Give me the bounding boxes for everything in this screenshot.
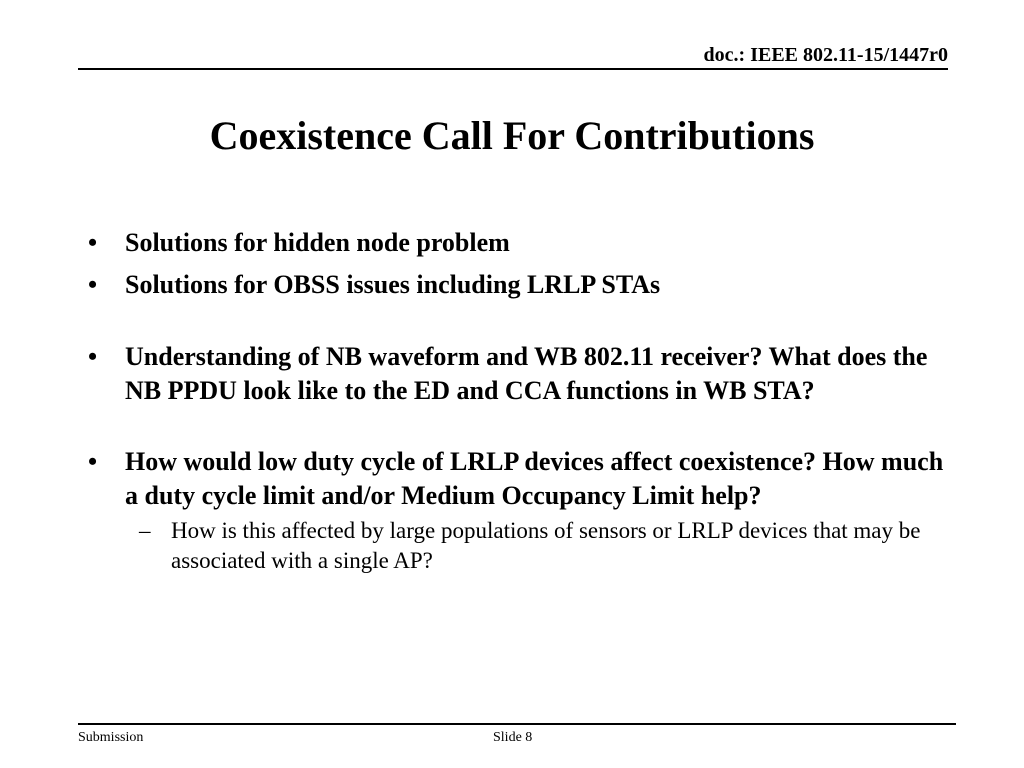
bullet-marker: •	[88, 228, 98, 257]
footer-submission: Submission	[78, 730, 144, 745]
bullet-marker: •	[88, 269, 98, 299]
document-id: doc.: IEEE 802.11-15/1447r0	[703, 44, 948, 66]
bullet-text: Solutions for hidden node problem	[125, 228, 510, 257]
bullet-item	[88, 268, 948, 302]
sub-bullet-marker: –	[139, 518, 151, 543]
bullet-item	[88, 340, 948, 407]
footer-divider	[78, 723, 956, 725]
bullet-item	[88, 226, 948, 260]
bullet-text: Understanding of NB waveform and WB 802.11 receiver? What does the NB PPDU look like to the ED and CCA functions in WB STA?	[125, 342, 928, 405]
sub-bullet-item	[88, 516, 931, 575]
bullet-list	[88, 226, 948, 575]
slide-title: Coexistence Call For Contributions	[209, 113, 815, 158]
bullet-text: Solutions for OBSS issues including LRLP STAs	[125, 269, 661, 299]
sub-bullet-text: How is this affected by large populations of sensors or LRLP devices that may be associated with a single AP?	[171, 518, 921, 573]
bullet-marker: •	[88, 447, 98, 476]
header-divider	[78, 68, 948, 70]
bullet-item	[88, 445, 948, 512]
bullet-text: How would low duty cycle of LRLP devices affect coexistence? How much a duty cycle limit and/or Medium Occupancy Limit help?	[125, 447, 944, 510]
slide-number: Slide 8	[493, 730, 533, 745]
bullet-marker: •	[88, 342, 98, 371]
